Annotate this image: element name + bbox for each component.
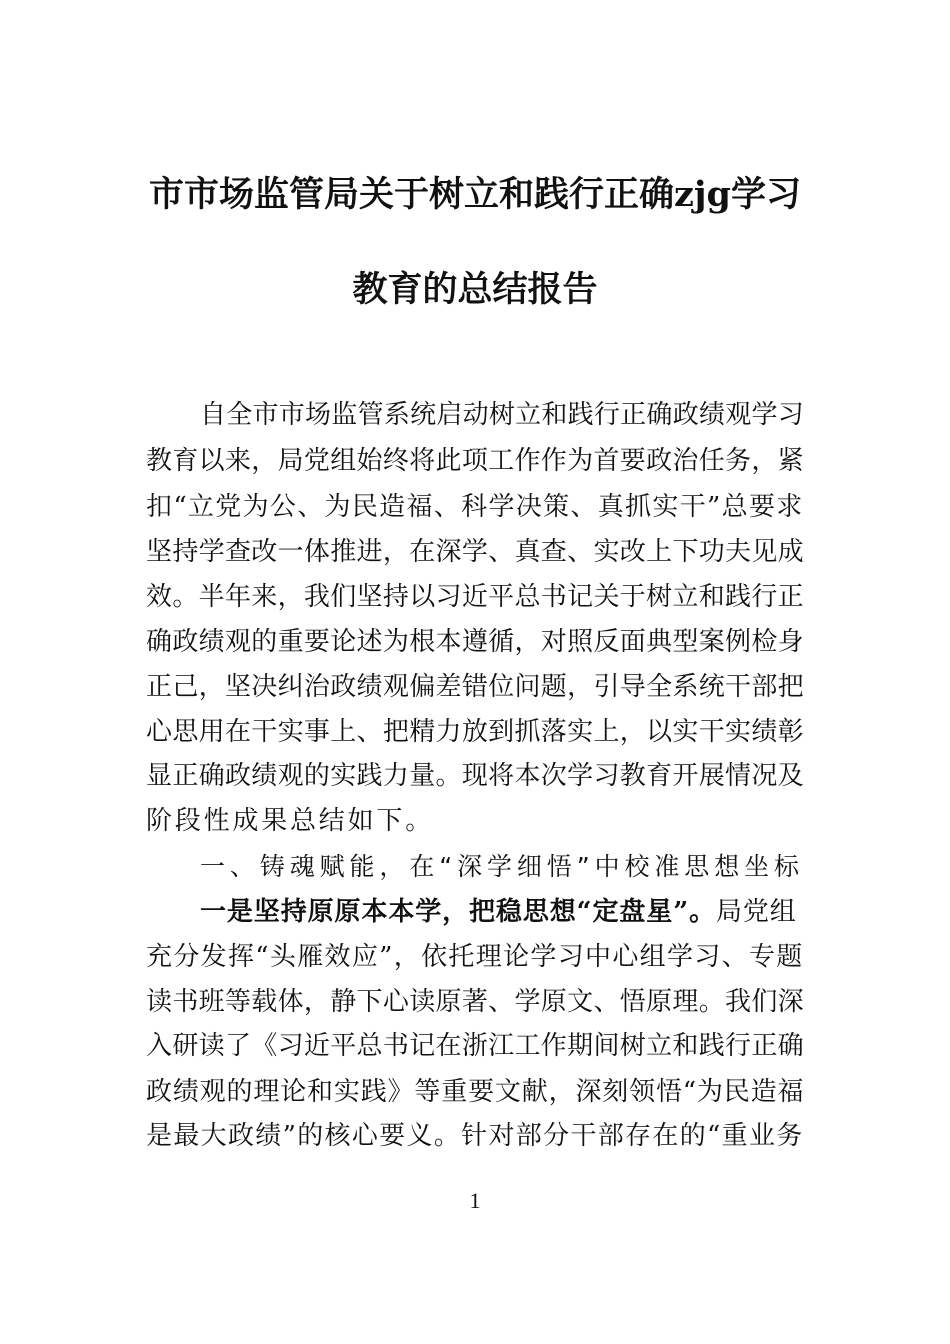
document-title-line-1: 市市场监管局关于树立和践行正确zjg学习 [149,174,802,215]
point-1-first-rest: 局党组 [715,897,797,927]
intro-paragraph-line: 阶段性成果总结如下。 [146,806,435,836]
intro-paragraph-line: 正己，坚决纠治政绩观偏差错位问题，引导全系统干部把 [146,672,805,702]
intro-paragraph-line: 自全市市场监管系统启动树立和践行正确政绩观学习 [200,400,805,430]
intro-paragraph-line: 效。半年来，我们坚持以习近平总书记关于树立和践行正 [146,582,805,612]
intro-paragraph-line: 坚持学查改一体推进，在深学、真查、实改上下功夫见成 [146,537,805,567]
section-heading: 一、铸魂赋能，在“深学细悟”中校准思想坐标 [200,852,804,881]
point-1-line: 读书班等载体，静下心读原著、学原文、悟原理。我们深 [146,987,805,1017]
page-number: 1 [469,1188,481,1213]
intro-paragraph-line: 扣“立党为公、为民造福、科学决策、真抓实干”总要求 [146,492,804,522]
point-1-line: 政绩观的理论和实践》等重要文献，深刻领悟“为民造福 [146,1077,805,1107]
point-1-first-line [200,890,797,934]
intro-paragraph-line: 心思用在干实事上、把精力放到抓落实上，以实干实绩彰 [146,717,805,747]
document-title-line-2: 教育的总结报告 [352,269,598,310]
intro-paragraph-line: 显正确政绩观的实践力量。现将本次学习教育开展情况及 [146,761,805,791]
point-1-bold-lead: 一是坚持原原本本学，把稳思想“定盘星”。 [200,897,716,927]
point-1-line: 充分发挥“头雁效应”，依托理论学习中心组学习、专题 [146,942,804,972]
point-1-line: 是最大政绩”的核心要义。针对部分干部存在的“重业务 [146,1121,804,1151]
point-1-line: 入研读了《习近平总书记在浙江工作期间树立和践行正确 [146,1031,805,1061]
intro-paragraph-line: 确政绩观的重要论述为根本遵循，对照反面典型案例检身 [146,627,805,657]
intro-paragraph-line: 教育以来，局党组始终将此项工作作为首要政治任务，紧 [146,446,805,476]
